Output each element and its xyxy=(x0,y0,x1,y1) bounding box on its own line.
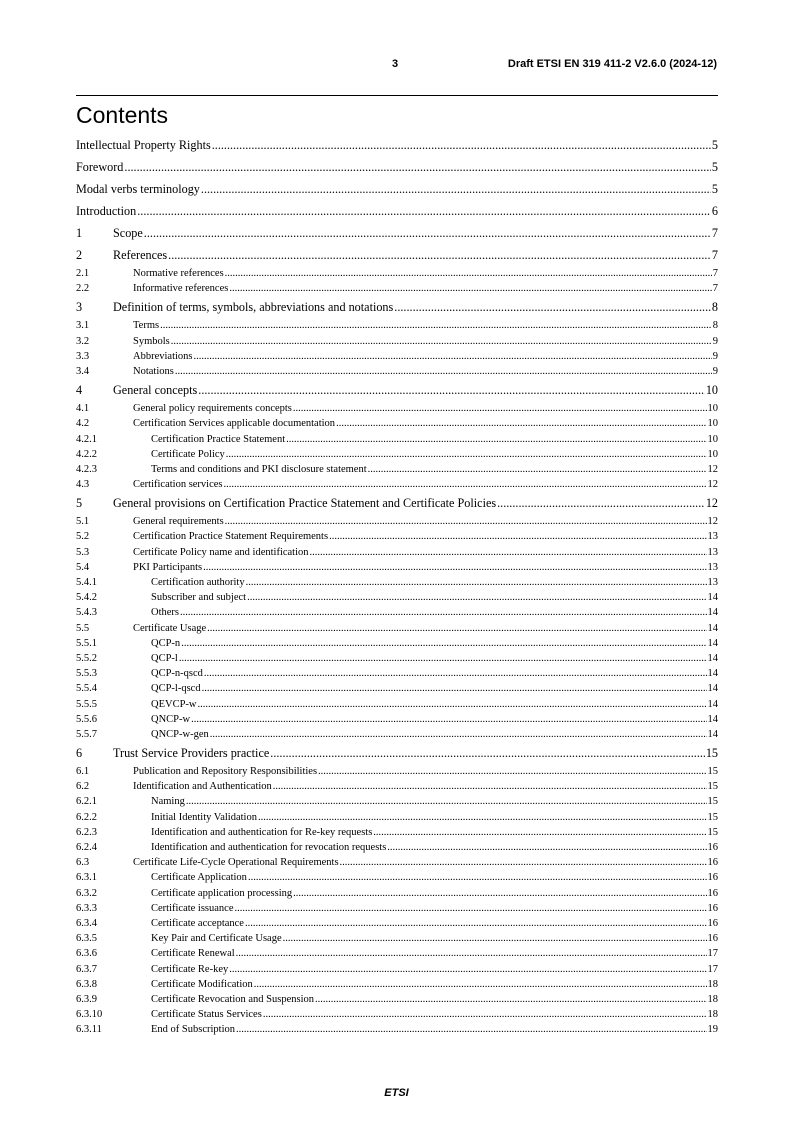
toc-entry-label: QCP-n xyxy=(151,637,181,649)
toc-leader-dots xyxy=(293,401,707,416)
toc-leader-dots xyxy=(293,886,706,901)
toc-entry[interactable] xyxy=(76,870,718,885)
toc-entry-label: Certification Practice Statement Requirements xyxy=(133,531,329,543)
footer-etsi: ETSI xyxy=(384,1087,409,1099)
toc-entry-label: QCP-n-qscd xyxy=(151,668,203,680)
toc-entry[interactable] xyxy=(76,379,718,401)
toc-entry-page: 10 xyxy=(707,418,718,430)
toc-entry-label: Certificate Modification xyxy=(151,978,253,990)
toc-entry-page: 10 xyxy=(707,448,718,460)
toc-entry-label: Certificate Life-Cycle Operational Requirements xyxy=(133,857,339,869)
toc-entry-page: 13 xyxy=(707,546,718,558)
toc-entry[interactable] xyxy=(76,931,718,946)
toc-entry[interactable] xyxy=(76,432,718,447)
toc-entry-page: 15 xyxy=(707,811,718,823)
toc-entry[interactable] xyxy=(76,416,718,431)
page-title: Contents xyxy=(76,102,169,128)
toc-entry-page: 12 xyxy=(707,479,718,491)
toc-entry-label: Certificate Policy xyxy=(151,448,225,460)
toc-entry-label: Definition of terms, symbols, abbreviations and notations xyxy=(113,300,394,315)
toc-leader-dots xyxy=(497,492,705,514)
toc-entry-page: 18 xyxy=(707,993,718,1005)
toc-leader-dots xyxy=(236,1022,707,1037)
toc-entry-label: Intellectual Property Rights xyxy=(76,138,211,152)
toc-entry-page: 12 xyxy=(707,516,718,528)
toc-entry-label: References xyxy=(113,248,168,262)
toc-leader-dots xyxy=(204,666,707,681)
toc-leader-dots xyxy=(315,992,706,1007)
toc-leader-dots xyxy=(246,575,707,590)
toc-entry-label: Normative references xyxy=(133,268,224,279)
toc-entry-number: 5.5 xyxy=(76,622,90,634)
toc-entry[interactable] xyxy=(76,901,718,916)
toc-entry-label: General concepts xyxy=(113,383,198,398)
toc-leader-dots xyxy=(194,349,712,364)
toc-leader-dots xyxy=(229,281,711,296)
toc-entry[interactable] xyxy=(76,477,718,492)
toc-entry[interactable] xyxy=(76,1022,718,1037)
toc-entry-number: 6.3.1 xyxy=(76,872,97,884)
toc-entry[interactable] xyxy=(76,318,718,333)
toc-entry-label: Scope xyxy=(113,226,143,240)
toc-leader-dots xyxy=(270,742,705,764)
toc-entry-number: 6.2 xyxy=(76,781,90,793)
toc-entry-number: 6.1 xyxy=(76,766,90,778)
toc-entry-number: 6.3.5 xyxy=(76,933,97,945)
toc-leader-dots xyxy=(247,590,706,605)
toc-entry-label: Certificate Usage xyxy=(133,622,207,634)
toc-entry-page: 9 xyxy=(712,365,718,377)
toc-entry-page: 8 xyxy=(711,300,718,315)
toc-leader-dots xyxy=(254,977,707,992)
toc-entry-page: 15 xyxy=(705,746,718,761)
toc-leader-dots xyxy=(212,134,711,156)
toc-entry[interactable] xyxy=(76,840,718,855)
toc-entry-label: QNCP-w-gen xyxy=(151,728,209,740)
toc-entry[interactable] xyxy=(76,886,718,901)
toc-leader-dots xyxy=(394,296,711,318)
toc-entry-label: Certification Practice Statement xyxy=(151,433,286,445)
toc-entry-number: 4.2.1 xyxy=(76,433,97,445)
header-rule xyxy=(76,95,718,96)
toc-entry-number: 2.2 xyxy=(76,283,90,295)
toc-entry-page: 5 xyxy=(711,182,718,196)
toc-leader-dots xyxy=(248,870,707,885)
toc-entry-number: 6.3 xyxy=(76,857,90,869)
toc-entry-number: 6.2.1 xyxy=(76,796,97,808)
toc-entry-page: 8 xyxy=(712,320,718,332)
toc-entry-label: Certificate Renewal xyxy=(151,948,235,960)
toc-entry[interactable] xyxy=(76,946,718,961)
toc-leader-dots xyxy=(198,697,707,712)
toc-leader-dots xyxy=(387,840,706,855)
toc-leader-dots xyxy=(224,477,707,492)
toc-entry-label: Informative references xyxy=(133,283,229,295)
toc-entry[interactable] xyxy=(76,349,718,364)
toc-entry-label: Abbreviations xyxy=(133,350,193,362)
toc-entry-label: Identification and authentication for revocation requests xyxy=(151,842,387,853)
toc-entry-number: 5.2 xyxy=(76,531,90,543)
toc-leader-dots xyxy=(179,651,707,666)
toc-entry-page: 10 xyxy=(707,433,718,445)
toc-entry-number: 5.5.6 xyxy=(76,713,97,725)
toc-entry-number: 2 xyxy=(76,248,83,262)
toc-leader-dots xyxy=(171,334,712,349)
toc-entry-label: Foreword xyxy=(76,160,124,174)
toc-entry-page: 14 xyxy=(707,698,718,710)
toc-entry-label: Identification and Authentication xyxy=(133,781,272,793)
toc-entry-page: 16 xyxy=(707,857,718,869)
toc-entry-number: 6.3.7 xyxy=(76,963,97,975)
toc-entry-page: 14 xyxy=(707,713,718,725)
toc-entry-label: Certification Services applicable documentation xyxy=(133,418,336,430)
toc-entry-number: 3.2 xyxy=(76,335,90,347)
toc-entry-page: 15 xyxy=(707,796,718,808)
toc-entry-page: 14 xyxy=(707,592,718,604)
toc-leader-dots xyxy=(181,636,706,651)
toc-entry[interactable] xyxy=(76,529,718,544)
toc-leader-dots xyxy=(263,1007,707,1022)
toc-entry-page: 15 xyxy=(707,766,718,778)
toc-entry-page: 9 xyxy=(712,350,718,362)
toc-entry-label: Identification and authentication for Re-key requests xyxy=(151,826,373,838)
toc-entry[interactable] xyxy=(76,266,718,281)
toc-entry-page: 12 xyxy=(705,496,718,511)
toc-entry-label: Publication and Repository Responsibilities xyxy=(133,766,318,778)
toc-entry-label: Certificate Re-key xyxy=(151,963,229,975)
header-page-number: 3 xyxy=(392,58,399,70)
toc-entry[interactable] xyxy=(76,244,718,266)
toc-entry-page: 6 xyxy=(711,204,718,218)
toc-entry[interactable] xyxy=(76,590,718,605)
toc-leader-dots xyxy=(137,200,711,222)
toc-entry[interactable] xyxy=(76,855,718,870)
toc-entry-label: QCP-l-qscd xyxy=(151,683,201,695)
toc-entry-number: 3.3 xyxy=(76,350,90,362)
toc-entry-page: 16 xyxy=(707,933,718,945)
toc-entry[interactable] xyxy=(76,810,718,825)
toc-entry[interactable] xyxy=(76,296,718,318)
toc-entry-label: End of Subscription xyxy=(151,1024,235,1036)
toc-entry-number: 4.1 xyxy=(76,403,90,415)
toc-entry-number: 5.4.3 xyxy=(76,607,97,619)
toc-entry-number: 6.3.10 xyxy=(76,1009,103,1021)
toc-entry-label: Subscriber and subject xyxy=(151,592,247,604)
toc-entry-page: 17 xyxy=(707,963,718,975)
toc-entry-number: 1 xyxy=(76,226,83,240)
toc-entry-label: Terms xyxy=(133,320,160,332)
toc-entry-label: General requirements xyxy=(133,516,224,528)
toc-entry-label: General provisions on Certification Practice Statement and Certificate Policies xyxy=(113,496,497,511)
toc-entry-number: 6.2.2 xyxy=(76,811,97,823)
table-of-contents xyxy=(76,134,718,1037)
toc-entry-label: Naming xyxy=(151,796,185,808)
toc-entry-number: 6.3.8 xyxy=(76,978,97,990)
toc-entry-page: 16 xyxy=(707,917,718,929)
toc-leader-dots xyxy=(160,318,712,333)
toc-entry[interactable] xyxy=(76,281,718,296)
toc-leader-dots xyxy=(329,529,706,544)
toc-entry-number: 4 xyxy=(76,383,83,398)
toc-entry[interactable] xyxy=(76,916,718,931)
toc-entry-page: 13 xyxy=(707,531,718,543)
toc-entry-number: 6.3.9 xyxy=(76,993,97,1005)
toc-leader-dots xyxy=(286,432,706,447)
toc-entry-number: 3.1 xyxy=(76,320,90,332)
toc-entry[interactable] xyxy=(76,992,718,1007)
toc-leader-dots xyxy=(191,712,706,727)
toc-leader-dots xyxy=(236,946,707,961)
toc-entry-page: 14 xyxy=(707,668,718,680)
toc-entry-label: Certification authority xyxy=(151,577,245,588)
toc-entry-label: Certification services xyxy=(133,479,223,491)
toc-leader-dots xyxy=(186,794,707,809)
toc-entry[interactable] xyxy=(76,712,718,727)
toc-leader-dots xyxy=(310,545,707,560)
toc-entry-page: 14 xyxy=(707,637,718,649)
toc-entry-page: 10 xyxy=(707,403,718,415)
toc-entry[interactable] xyxy=(76,727,718,742)
toc-entry-number: 4.2.3 xyxy=(76,463,97,475)
toc-entry-number: 6.3.6 xyxy=(76,948,97,960)
toc-entry-number: 5.5.3 xyxy=(76,668,97,680)
toc-entry-number: 2.1 xyxy=(76,268,90,279)
toc-entry[interactable] xyxy=(76,605,718,620)
toc-entry-label: QCP-l xyxy=(151,652,178,664)
toc-entry-number: 5.5.7 xyxy=(76,728,97,740)
toc-leader-dots xyxy=(258,810,707,825)
toc-leader-dots xyxy=(168,244,711,266)
toc-entry-page: 16 xyxy=(707,872,718,884)
toc-leader-dots xyxy=(229,962,706,977)
toc-leader-dots xyxy=(225,266,712,281)
toc-entry-label: Certificate issuance xyxy=(151,902,234,914)
toc-entry[interactable] xyxy=(76,545,718,560)
toc-entry-page: 13 xyxy=(707,561,718,573)
toc-entry[interactable] xyxy=(76,560,718,575)
toc-entry-number: 4.2.2 xyxy=(76,448,97,460)
toc-entry[interactable] xyxy=(76,334,718,349)
toc-entry-label: Terms and conditions and PKI disclosure statement xyxy=(151,463,367,475)
toc-entry-page: 14 xyxy=(707,728,718,740)
toc-entry-page: 9 xyxy=(712,335,718,347)
toc-entry-label: Introduction xyxy=(76,204,137,218)
toc-entry-page: 16 xyxy=(707,842,718,853)
toc-entry-label: Certificate Revocation and Suspension xyxy=(151,993,315,1005)
toc-leader-dots xyxy=(225,514,707,529)
toc-entry-page: 5 xyxy=(711,138,718,152)
toc-entry-number: 5.3 xyxy=(76,546,90,558)
toc-entry-label: Symbols xyxy=(133,335,170,347)
toc-entry[interactable] xyxy=(76,134,718,156)
toc-entry-number: 6.2.4 xyxy=(76,842,97,853)
toc-leader-dots xyxy=(201,178,711,200)
toc-leader-dots xyxy=(340,855,707,870)
toc-entry-number: 6.3.4 xyxy=(76,917,97,929)
toc-entry[interactable] xyxy=(76,742,718,764)
toc-entry-number: 5.5.4 xyxy=(76,683,97,695)
toc-entry[interactable] xyxy=(76,200,718,222)
toc-entry-page: 18 xyxy=(707,1009,718,1021)
toc-entry-number: 6.3.11 xyxy=(76,1024,102,1036)
toc-entry[interactable] xyxy=(76,178,718,200)
toc-entry-number: 5.1 xyxy=(76,516,90,528)
toc-entry-label: Certificate Application xyxy=(151,872,247,884)
toc-leader-dots xyxy=(144,222,711,244)
toc-entry-page: 13 xyxy=(707,577,718,588)
toc-entry-page: 7 xyxy=(711,226,718,240)
toc-entry-label: Key Pair and Certificate Usage xyxy=(151,933,282,945)
toc-entry-page: 17 xyxy=(707,948,718,960)
toc-leader-dots xyxy=(203,560,706,575)
toc-leader-dots xyxy=(202,681,707,696)
toc-entry-number: 5.4 xyxy=(76,561,90,573)
toc-entry-page: 15 xyxy=(707,781,718,793)
toc-entry-number: 3.4 xyxy=(76,365,90,377)
header-document-id: Draft ETSI EN 319 411-2 V2.6.0 (2024-12) xyxy=(507,58,717,70)
toc-entry[interactable] xyxy=(76,651,718,666)
toc-entry-label: QEVCP-w xyxy=(151,698,197,710)
toc-entry-page: 18 xyxy=(707,978,718,990)
toc-leader-dots xyxy=(283,931,707,946)
toc-entry[interactable] xyxy=(76,666,718,681)
toc-entry[interactable] xyxy=(76,794,718,809)
toc-entry-label: QNCP-w xyxy=(151,713,191,725)
toc-entry-page: 14 xyxy=(707,607,718,619)
toc-entry-label: Others xyxy=(151,607,179,619)
toc-entry-label: Modal verbs terminology xyxy=(76,182,200,196)
toc-leader-dots xyxy=(245,916,707,931)
toc-leader-dots xyxy=(336,416,706,431)
toc-leader-dots xyxy=(210,727,707,742)
toc-entry-page: 12 xyxy=(707,463,718,475)
toc-entry-label: Certificate Status Services xyxy=(151,1009,262,1021)
toc-entry[interactable] xyxy=(76,575,718,590)
toc-leader-dots xyxy=(318,764,706,779)
toc-entry-page: 19 xyxy=(707,1024,718,1036)
toc-entry-number: 5 xyxy=(76,496,83,511)
toc-entry[interactable] xyxy=(76,962,718,977)
toc-entry[interactable] xyxy=(76,825,718,840)
toc-leader-dots xyxy=(198,379,705,401)
toc-leader-dots xyxy=(273,779,707,794)
toc-leader-dots xyxy=(124,156,711,178)
toc-entry-number: 5.5.5 xyxy=(76,698,97,710)
toc-entry-label: Initial Identity Validation xyxy=(151,811,257,823)
toc-entry-page: 14 xyxy=(707,622,718,634)
toc-entry-number: 6 xyxy=(76,746,83,761)
toc-leader-dots xyxy=(373,825,706,840)
toc-entry[interactable] xyxy=(76,401,718,416)
toc-entry[interactable] xyxy=(76,697,718,712)
toc-entry-label: PKI Participants xyxy=(133,561,203,573)
toc-entry-number: 5.4.1 xyxy=(76,577,97,588)
toc-entry-page: 15 xyxy=(707,826,718,838)
toc-entry-page: 5 xyxy=(711,160,718,174)
toc-entry[interactable] xyxy=(76,447,718,462)
toc-entry-label: Trust Service Providers practice xyxy=(113,746,270,761)
toc-entry[interactable] xyxy=(76,1007,718,1022)
toc-entry-number: 5.4.2 xyxy=(76,592,97,604)
toc-entry[interactable] xyxy=(76,636,718,651)
toc-entry-label: Certificate application processing xyxy=(151,887,293,899)
toc-leader-dots xyxy=(235,901,707,916)
toc-entry-page: 10 xyxy=(705,383,718,398)
toc-entry-label: Notations xyxy=(133,365,174,377)
toc-entry-number: 5.5.2 xyxy=(76,652,97,664)
toc-entry-label: Certificate acceptance xyxy=(151,917,244,929)
toc-entry[interactable] xyxy=(76,779,718,794)
toc-entry-label: Certificate Policy name and identification xyxy=(133,546,309,558)
toc-entry[interactable] xyxy=(76,492,718,514)
toc-entry[interactable] xyxy=(76,621,718,636)
toc-entry[interactable] xyxy=(76,514,718,529)
toc-entry[interactable] xyxy=(76,764,718,779)
toc-entry[interactable] xyxy=(76,977,718,992)
toc-leader-dots xyxy=(226,447,707,462)
toc-entry-number: 6.3.2 xyxy=(76,887,97,899)
toc-entry-number: 6.3.3 xyxy=(76,902,97,914)
toc-entry-page: 14 xyxy=(707,683,718,695)
toc-entry-page: 7 xyxy=(712,268,718,279)
toc-entry-number: 4.3 xyxy=(76,479,90,491)
toc-entry-number: 3 xyxy=(76,300,83,315)
toc-leader-dots xyxy=(207,621,706,636)
toc-entry-page: 16 xyxy=(707,887,718,899)
toc-entry[interactable] xyxy=(76,681,718,696)
toc-entry-label: General policy requirements concepts xyxy=(133,403,292,415)
toc-leader-dots xyxy=(368,462,707,477)
toc-entry-number: 5.5.1 xyxy=(76,637,97,649)
toc-entry-page: 14 xyxy=(707,652,718,664)
toc-entry[interactable] xyxy=(76,156,718,178)
toc-entry-number: 4.2 xyxy=(76,418,90,430)
toc-entry-page: 16 xyxy=(707,902,718,914)
toc-entry[interactable] xyxy=(76,222,718,244)
toc-entry[interactable] xyxy=(76,364,718,379)
toc-leader-dots xyxy=(180,605,707,620)
toc-entry-page: 7 xyxy=(712,283,718,295)
toc-entry-number: 6.2.3 xyxy=(76,826,97,838)
toc-leader-dots xyxy=(175,364,712,379)
toc-entry[interactable] xyxy=(76,462,718,477)
toc-entry-page: 7 xyxy=(711,248,718,262)
